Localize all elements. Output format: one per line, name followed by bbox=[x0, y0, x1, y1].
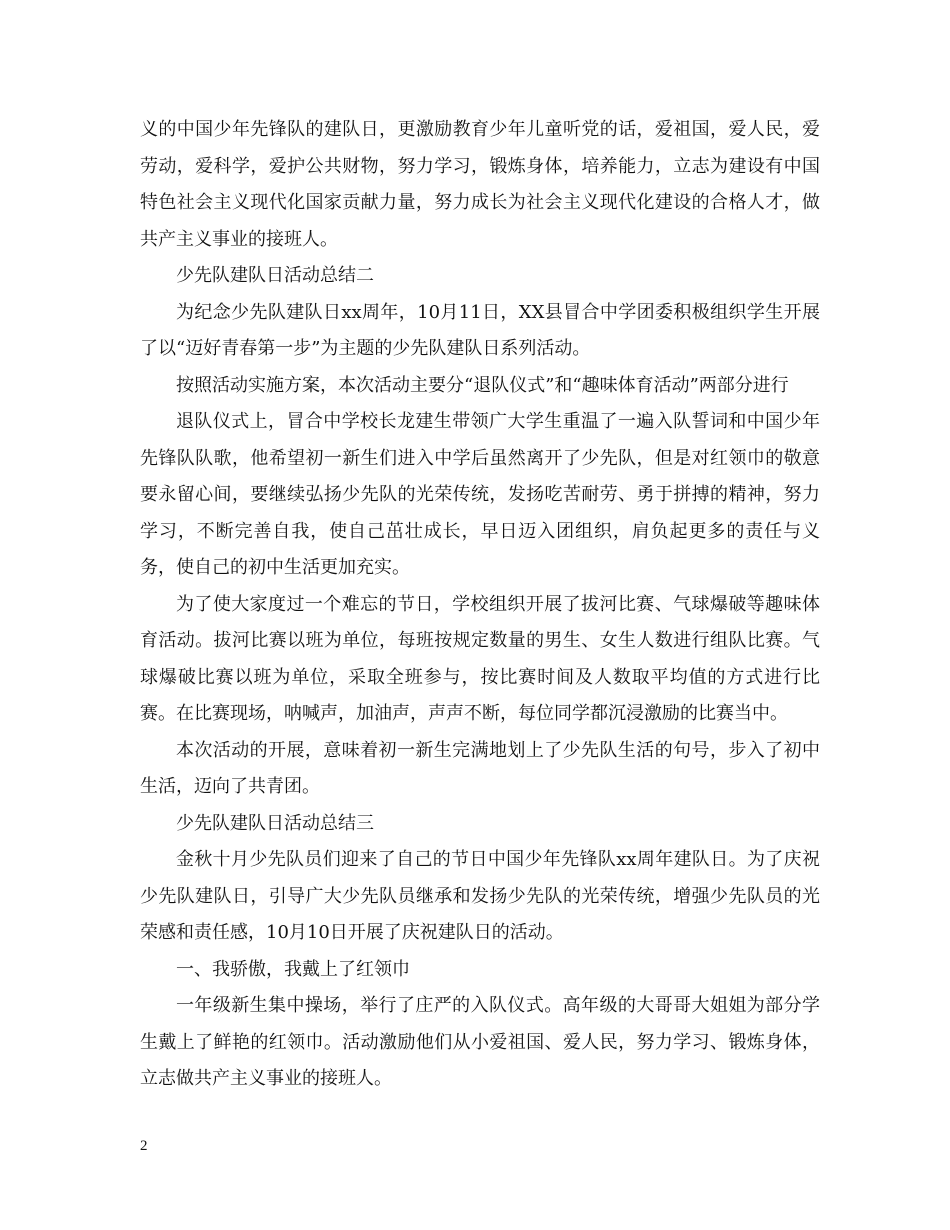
section-heading: 少先队建队日活动总结三 bbox=[176, 812, 374, 834]
paragraph: 一年级新生集中操场，举行了庄严的入队仪式。高年级的大哥哥大姐姐为部分学生戴上了鲜艳的红领巾。活动激励他们从小爱祖国、爱人民，努力学习、锻炼身体，立志做共产主义事业的接班人。 bbox=[140, 995, 820, 1089]
paragraph: 义的中国少年先锋队的建队日，更激励教育少年儿童听党的话，爱祖国，爱人民，爱劳动，爱科学，爱护公共财物，努力学习，锻炼身体，培养能力，立志为建设有中国特色社会主义现代化国家贡献力量，努力成长为社会主义现代化建设的合格人才，做共产主义事业的接班人。 bbox=[140, 119, 820, 250]
paragraph: 退队仪式上，冒合中学校长龙建生带领广大学生重温了一遍入队誓词和中国少年先锋队队歌，他希望初一新生们进入中学后虽然离开了少先队，但是对红领巾的敬意要永留心间，要继续弘扬少先队的光荣传统，发扬吃苦耐劳、勇于拼搏的精神，努力学习，不断完善自我，使自己茁壮成长，早日迈入团组织，肩负起更多的责任与义务，使自己的初中生活更加充实。 bbox=[140, 411, 820, 578]
paragraph: 按照活动实施方案，本次活动主要分“退队仪式”和“趣味体育活动”两部分进行 bbox=[176, 374, 789, 396]
section-heading: 少先队建队日活动总结二 bbox=[176, 265, 374, 286]
paragraph: 为了使大家度过一个难忘的节日，学校组织开展了拔河比赛、气球爆破等趣味体育活动。拔河比赛以班为单位，每班按规定数量的男生、女生人数进行组队比赛。气球爆破比赛以班为单位，采取全班参与，按比赛时间及人数取平均值的方式进行比赛。在比赛现场，呐喊声，加油声，声声不断，每位同学都沉浸激励的比赛当中。 bbox=[140, 593, 820, 724]
document-body bbox=[140, 112, 820, 1098]
paragraph: 为纪念少先队建队日xx周年，10月11日，XX县冒合中学团委积极组织学生开展了以“迈好青春第一步”为主题的少先队建队日系列活动。 bbox=[140, 301, 820, 359]
subsection-heading: 一、我骄傲，我戴上了红领巾 bbox=[176, 958, 410, 980]
paragraph: 金秋十月少先队员们迎来了自己的节日中国少年先锋队xx周年建队日。为了庆祝少先队建队日，引导广大少先队员继承和发扬少先队的光荣传统，增强少先队员的光荣感和责任感，10月10日开展了庆祝建队日的活动。 bbox=[140, 849, 820, 943]
page-number: 2 bbox=[140, 1138, 148, 1154]
paragraph: 本次活动的开展，意味着初一新生完满地划上了少先队生活的句号，步入了初中生活，迈向了共青团。 bbox=[140, 739, 820, 797]
